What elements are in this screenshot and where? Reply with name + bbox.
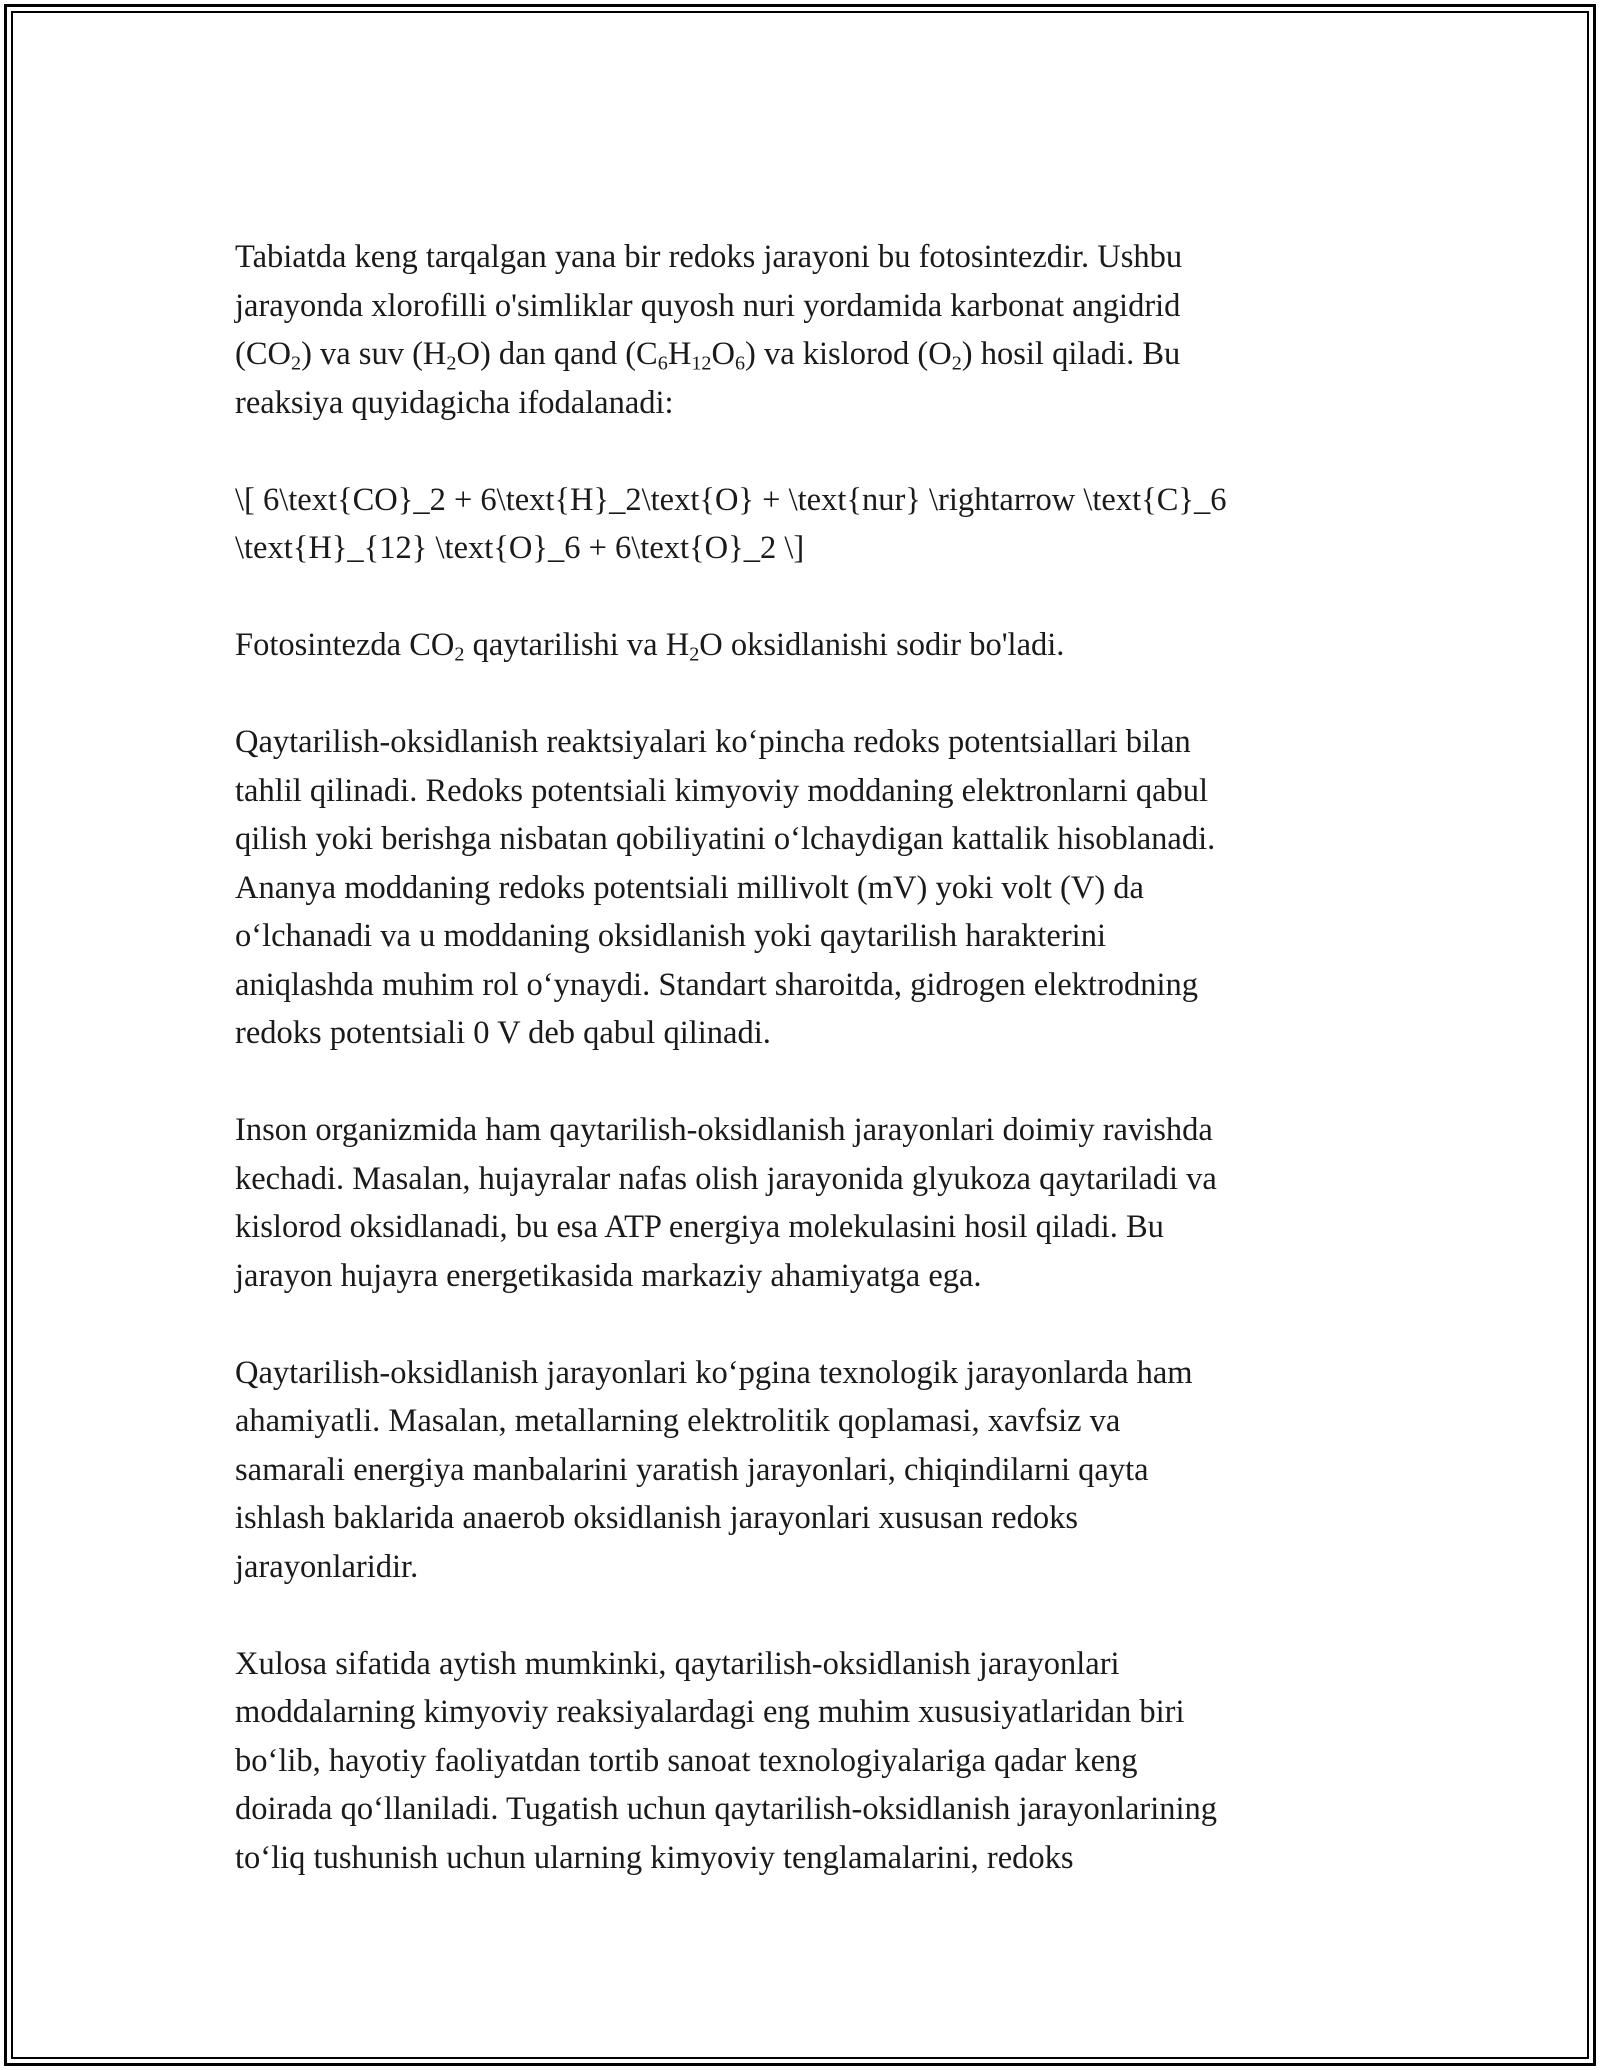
text-line: Qaytarilish-oksidlanish jarayonlari ko‘pgina texnologik jarayonlarda ham: [235, 1354, 1193, 1391]
text-run: Fotosintezda CO: [235, 627, 455, 663]
text-line: o‘lchanadi va u moddaning oksidlanish yoki qaytarilish harakterini: [235, 918, 1106, 954]
text-line: bo‘lib, hayotiy faoliyatdan tortib sanoat texnologiyalariga qadar keng: [235, 1742, 1138, 1779]
subscript: 12: [691, 352, 712, 375]
text-line: Xulosa sifatida aytish mumkinki, qaytarilish-oksidlanish jarayonlari: [235, 1645, 1120, 1682]
text-line: kechadi. Masalan, hujayralar nafas olish jarayonida glyukoza qaytariladi va: [235, 1160, 1217, 1197]
text-line: tahlil qilinadi. Redoks potentsiali kimyoviy moddaning elektronlarni qabul: [235, 772, 1209, 809]
paragraph-photosynthesis-summary: [235, 621, 1365, 670]
text-run: O) dan qand (C: [456, 336, 658, 372]
text-line: jarayon hujayra energetikasida markaziy ahamiyatga ega.: [235, 1257, 982, 1294]
text-line: Ananya moddaning redoks potentsiali millivolt (mV) yoki volt (V) da: [235, 869, 1144, 906]
subscript: 2: [290, 352, 302, 375]
subscript: 2: [454, 643, 465, 666]
text-line: jarayonda xlorofilli o'simliklar quyosh nuri yordamida karbonat angidrid: [235, 287, 1181, 324]
subscript: 6: [657, 352, 668, 375]
text-line: redoks potentsiali 0 V deb qabul qilinadi.: [235, 1015, 771, 1051]
text-run: O oksidlanishi sodir bo'ladi.: [699, 627, 1065, 663]
text-run: ) va kislorod (O: [745, 336, 952, 372]
text-line: moddalarning kimyoviy reaksiyalardagi eng muhim xususiyatlaridan biri: [235, 1694, 1185, 1730]
text-line: jarayonlaridir.: [235, 1548, 419, 1585]
subscript: 2: [689, 643, 700, 666]
text-line: \[ 6\text{CO}_2 + 6\text{H}_2\text{O} + \text{nur} \rightarrow \text{C}_6: [235, 481, 1227, 518]
text-run: O: [711, 336, 735, 372]
text-line: Tabiatda keng tarqalgan yana bir redoks jarayoni bu fotosintezdir. Ushbu: [235, 239, 1183, 275]
text-line: ahamiyatli. Masalan, metallarning elektrolitik qoplamasi, xavfsiz va: [235, 1403, 1121, 1439]
text-run: (CO: [235, 336, 291, 372]
text-line: \text{H}_{12} \text{O}_6 + 6\text{O}_2 \]: [235, 530, 805, 566]
text-line: ishlash baklarida anaerob oksidlanish jarayonlari xususan redoks: [235, 1500, 1078, 1536]
text-line: doirada qo‘llaniladi. Tugatish uchun qaytarilish-oksidlanish jarayonlarining: [235, 1791, 1218, 1827]
text-line: Qaytarilish-oksidlanish reaktsiyalari ko‘pincha redoks potentsiallari bilan: [235, 724, 1191, 760]
paragraph-technology: [235, 1349, 1365, 1592]
subscript: 2: [951, 352, 962, 375]
text-line: qilish yoki berishga nisbatan qobiliyatini o‘lchaydigan kattalik hisoblanadi.: [235, 821, 1216, 857]
text-line-formulas: [235, 330, 1365, 379]
text-line-formulas: [235, 621, 1365, 670]
paragraph-human-body: [235, 1106, 1365, 1300]
subscript: 2: [446, 352, 457, 375]
paragraph-latex-equation: [235, 476, 1365, 573]
text-line: Inson organizmida ham qaytarilish-oksidlanish jarayonlari doimiy ravishda: [235, 1112, 1213, 1148]
text-line: samarali energiya manbalarini yaratish jarayonlari, chiqindilarni qayta: [235, 1451, 1149, 1488]
subscript: 6: [734, 352, 746, 375]
paragraph-conclusion: [235, 1640, 1365, 1883]
text-line: aniqlashda muhim rol o‘ynaydi. Standart sharoitda, gidrogen elektrodning: [235, 966, 1199, 1003]
paragraph-photosynthesis: [235, 233, 1365, 427]
text-line: reaksiya quyidagicha ifodalanadi:: [235, 384, 674, 421]
text-run: H: [667, 336, 692, 372]
text-run: ) va suv (H: [301, 336, 447, 372]
text-run: qaytarilishi va H: [464, 627, 690, 663]
text-run: ) hosil qiladi. Bu: [961, 336, 1181, 372]
text-line: kislorod oksidlanadi, bu esa ATP energiya molekulasini hosil qiladi. Bu: [235, 1209, 1164, 1245]
paragraph-redox-potential: [235, 718, 1365, 1058]
document-body: [235, 233, 1365, 1882]
text-line: to‘liq tushunish uchun ularning kimyoviy tenglamalarini, redoks: [235, 1839, 1074, 1876]
